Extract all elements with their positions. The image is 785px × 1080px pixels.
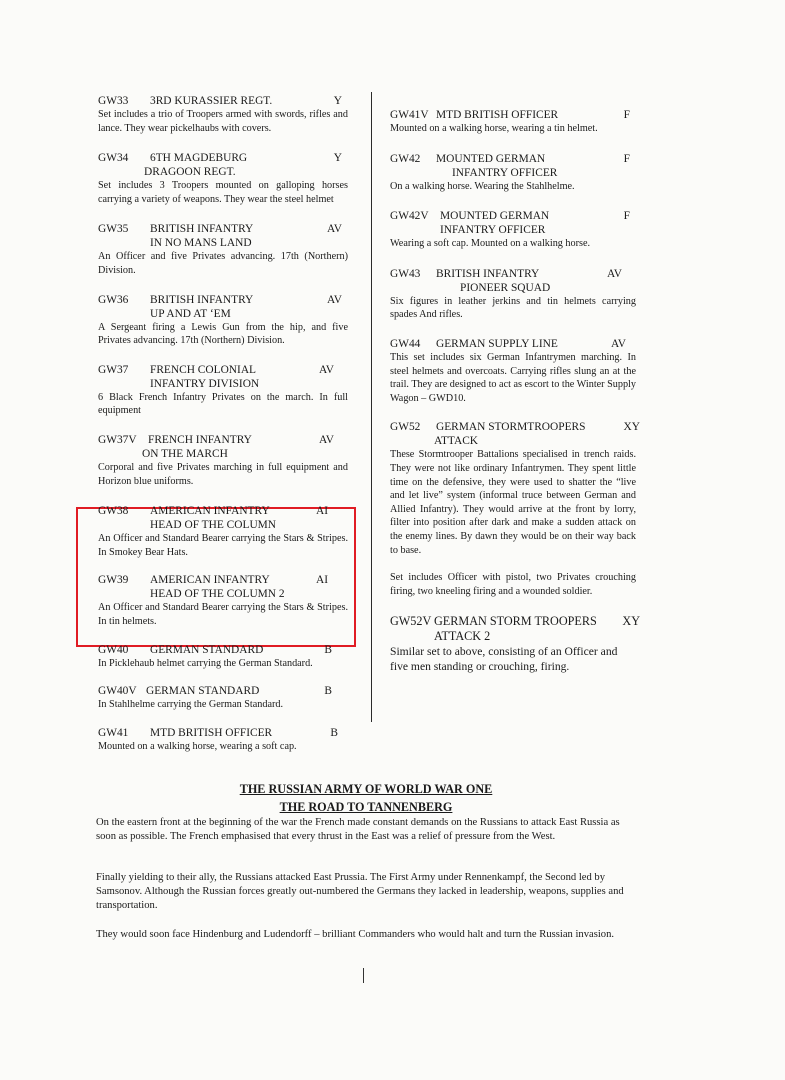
entry-title-line2: HEAD OF THE COLUMN 2 <box>150 588 285 601</box>
entry-description: Similar set to above, consisting of an Officer and five men standing or crouching, firing. <box>390 645 618 674</box>
entry-description: Mounted on a walking horse, wearing a tin helmet. <box>390 123 598 134</box>
entry-title-line2: PIONEER SQUAD <box>460 281 551 294</box>
catalog-entry-gw37v <box>98 433 348 488</box>
entry-description: An Officer and Standard Bearer carrying the Stars & Stripes. In tin helmets. <box>98 602 348 627</box>
entry-code: GW52V <box>390 614 432 629</box>
entry-code: GW41 <box>98 726 129 739</box>
russian-paragraph-3: They would soon face Hindenburg and Ludendorff – brilliant Commanders who would halt and turn the Russian invasion. <box>96 929 615 940</box>
entry-title-line2: INFANTRY DIVISION <box>150 377 260 390</box>
entry-description: This set includes six German Infantrymen marching. In steel helmets and overcoats. Carrying rifles slung an at the trail. They are designed to act as escort to the Winter Supply Wagon – GWD10. <box>390 351 636 404</box>
entry-title: 3RD KURASSIER REGT. <box>150 95 273 107</box>
catalog-entry-gw35 <box>98 222 348 277</box>
entry-description: A Sergeant firing a Lewis Gun from the hip, and five Privates advancing. 17th (Northern) Division. <box>98 321 348 347</box>
russian-paragraph-2: Finally yielding to their ally, the Russians attacked East Prussia. The First Army under Rennenkampf, the Second led by Samsonov. Although the Russian forces greatly out-numbered the Germans they lacked in leadership, weapons, supplies and transportation. <box>96 872 624 911</box>
entry-description: 6 Black French Infantry Privates on the march. In full equipment <box>98 391 348 417</box>
catalog-entry-gw34 <box>98 151 348 206</box>
entry-title: MOUNTED GERMAN <box>440 210 550 223</box>
russian-section-subheading: THE ROAD TO TANNENBERG <box>279 800 453 814</box>
entry-description: In Stahlhelme carrying the German Standard. <box>98 699 284 711</box>
catalog-entry-gw41 <box>98 726 348 754</box>
entry-title: MOUNTED GERMAN <box>436 152 546 165</box>
entry-title: MTD BRITISH OFFICER <box>150 726 273 739</box>
entry-description-2: Set includes Officer with pistol, two Privates crouching firing, two kneeling firing and a wounded soldier. <box>390 572 636 597</box>
entry-title: MTD BRITISH OFFICER <box>436 109 559 121</box>
entry-code: GW42V <box>390 210 429 223</box>
page-mark <box>363 968 364 983</box>
entry-grade: AV <box>319 363 334 376</box>
entry-code: GW38 <box>98 505 129 518</box>
entry-grade: AV <box>611 337 626 350</box>
entry-grade: B <box>324 643 332 656</box>
entry-grade: AV <box>319 433 334 446</box>
entry-title: BRITISH INFANTRY <box>436 267 540 280</box>
entry-title-line2: DRAGOON REGT. <box>144 166 236 179</box>
entry-description: Six figures in leather jerkins and tin helmets carrying spades And rifles. <box>390 295 636 321</box>
catalog-entry-gw42v <box>390 209 636 251</box>
entry-title: 6TH MAGDEBURG <box>150 152 248 165</box>
entry-grade: AV <box>327 223 342 236</box>
entry-description: In Picklehaub helmet carrying the German Standard. <box>98 657 313 669</box>
entry-grade: AV <box>607 267 622 280</box>
entry-description: Mounted on a walking horse, wearing a soft cap. <box>98 740 297 752</box>
left-column <box>98 94 348 765</box>
catalog-entry-gw40v <box>98 684 348 712</box>
catalog-entry-gw41v <box>390 108 636 136</box>
entry-description: An Officer and Standard Bearer carrying the Stars & Stripes. In Smokey Bear Hats. <box>98 533 348 558</box>
entry-code: GW41V <box>390 109 429 121</box>
entry-title: GERMAN STORM TROOPERS <box>434 614 597 629</box>
entry-description: Set includes a trio of Troopers armed with swords, rifles and lance. They wear pickelhaubs with covers. <box>98 109 348 134</box>
entry-title: GERMAN STORMTROOPERS <box>436 421 586 434</box>
entry-title: FRENCH INFANTRY <box>148 433 252 446</box>
entry-title-line2: HEAD OF THE COLUMN <box>150 519 277 532</box>
entry-title-line2: INFANTRY OFFICER <box>440 224 546 237</box>
catalog-entry-gw43 <box>390 267 636 322</box>
catalog-entry-gw33 <box>98 94 348 135</box>
entry-description: These Stormtrooper Battalions specialised in trench raids. They were not like ordinary Infantrymen. They spent little time on the defensive, they were used to shatter the “live and let live” system (informal truce between German and Allied Infantry). They would arrive at the front by lorry, filter into position after dark and make a sudden attack on the enemy lines. By dawn they would be on their way back to base. <box>390 449 636 556</box>
entry-grade: AI <box>315 574 328 587</box>
entry-grade: AV <box>327 293 342 306</box>
catalog-entry-gw38 <box>98 504 348 559</box>
entry-title: GERMAN STANDARD <box>150 643 264 656</box>
column-divider <box>371 92 372 722</box>
entry-grade: B <box>324 685 332 698</box>
entry-description: Corporal and five Privates marching in full equipment and Horizon blue uniforms. <box>98 461 348 487</box>
entry-title-line2: ATTACK 2 <box>434 629 491 644</box>
entry-title-line2: UP AND AT ‘EM <box>150 307 231 320</box>
entry-title: GERMAN SUPPLY LINE <box>436 337 558 350</box>
entry-grade: XY <box>622 614 640 629</box>
catalog-entry-gw40 <box>98 643 348 671</box>
entry-grade: XY <box>623 421 640 434</box>
catalog-entry-gw39 <box>98 573 348 628</box>
russian-section-heading: THE RUSSIAN ARMY OF WORLD WAR ONE <box>239 782 493 796</box>
entry-description: On a walking horse. Wearing the Stahlhelme. <box>390 180 575 192</box>
entry-code: GW33 <box>98 95 129 107</box>
right-column <box>390 108 640 686</box>
catalog-entry-gw36 <box>98 293 348 348</box>
entry-title-line2: INFANTRY OFFICER <box>452 166 558 179</box>
entry-title: AMERICAN INFANTRY <box>150 574 270 587</box>
entry-description: An Officer and five Privates advancing. 17th (Northern) Division. <box>98 251 348 276</box>
entry-code: GW44 <box>390 337 421 350</box>
entry-code: GW42 <box>390 152 421 165</box>
entry-title: BRITISH INFANTRY <box>150 293 254 306</box>
entry-title-line2: ATTACK <box>434 435 479 448</box>
entry-title-line2: IN NO MANS LAND <box>150 237 252 250</box>
entry-title: BRITISH INFANTRY <box>150 223 254 236</box>
entry-code: GW37 <box>98 363 129 376</box>
entry-code: GW52 <box>390 421 421 434</box>
entry-code: GW40 <box>98 643 129 656</box>
entry-description: Wearing a soft cap. Mounted on a walking horse. <box>390 238 591 250</box>
entry-code: GW40V <box>98 685 137 698</box>
entry-title: GERMAN STANDARD <box>146 685 260 698</box>
russian-paragraph-1: On the eastern front at the beginning of the war the French made constant demands on the Russians to attack East Russia as soon as possible. The French emphasised that every thrust in the East was a relief of pressure from the West. <box>96 817 620 842</box>
entry-title-line2: ON THE MARCH <box>142 447 228 460</box>
entry-grade: F <box>623 210 630 223</box>
entry-grade: Y <box>333 152 342 165</box>
catalog-entry-gw42 <box>390 152 636 194</box>
entry-description: Set includes 3 Troopers mounted on galloping horses carrying a variety of weapons. They wear the steel helmet <box>98 180 348 205</box>
entry-grade: AI <box>315 505 328 518</box>
entry-code: GW37V <box>98 433 137 446</box>
catalog-entry-gw44 <box>390 337 636 405</box>
entry-grade: F <box>623 152 630 165</box>
entry-grade: B <box>330 726 338 739</box>
catalog-entry-gw37 <box>98 363 348 418</box>
entry-code: GW43 <box>390 267 421 280</box>
catalog-entry-gw52v <box>390 614 640 674</box>
entry-grade: Y <box>333 95 342 107</box>
catalog-entry-gw52 <box>390 420 640 598</box>
entry-code: GW36 <box>98 293 129 306</box>
entry-title: AMERICAN INFANTRY <box>150 505 270 518</box>
entry-code: GW34 <box>98 152 129 165</box>
entry-title: FRENCH COLONIAL <box>150 363 256 376</box>
entry-code: GW35 <box>98 223 129 236</box>
entry-grade: F <box>623 109 630 121</box>
entry-code: GW39 <box>98 574 129 587</box>
